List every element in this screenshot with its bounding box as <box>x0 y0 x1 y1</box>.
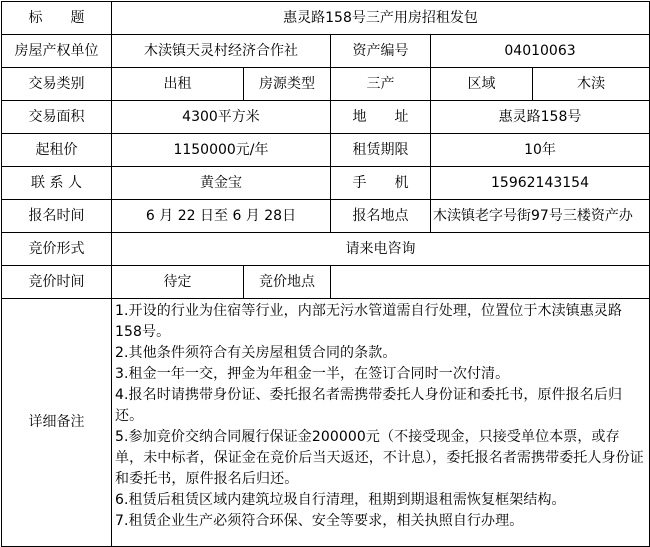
note-line-4: 4.报名时请携带身份证、委托报名者需携带委托人身份证和委托书，原件报名后归还。 <box>115 387 623 424</box>
address-label: 地 址 <box>331 101 431 134</box>
title-value: 惠灵路158号三产用房招租发包 <box>112 2 650 35</box>
lease-term-label: 租赁期限 <box>331 134 431 167</box>
source-type-value: 三产 <box>331 68 431 101</box>
note-line-2: 2.其他条件须符合有关房屋租赁合同的条款。 <box>115 345 397 361</box>
bid-time-value: 待定 <box>112 266 244 299</box>
asset-number-label: 资产编号 <box>331 35 431 68</box>
region-value: 木渎 <box>533 68 650 101</box>
signup-place-label: 报名地点 <box>331 200 431 233</box>
trade-area-label: 交易面积 <box>2 101 112 134</box>
trade-area-value: 4300平方米 <box>112 101 331 134</box>
notes-label: 详细备注 <box>2 299 112 547</box>
start-price-value: 1150000元/年 <box>112 134 331 167</box>
trade-type-value: 出租 <box>112 68 244 101</box>
row-signup <box>2 200 650 233</box>
signup-place-value: 木渎镇老字号街97号三楼资产办 <box>431 200 650 233</box>
row-bid-form <box>2 233 650 266</box>
note-line-1: 1.开设的行业为住宿等行业，内部无污水管道需自行处理，位置位于木渎镇惠灵路158号。 <box>115 303 623 340</box>
phone-value: 15962143154 <box>431 167 650 200</box>
lease-term-value: 10年 <box>431 134 650 167</box>
note-line-6: 6.租赁后租赁区域内建筑垃圾自行清理，租期到期退租需恢复框架结构。 <box>115 492 566 508</box>
notes-content <box>112 299 650 547</box>
note-line-7: 7.租赁企业生产必须符合环保、安全等要求，相关执照自行办理。 <box>115 513 524 529</box>
row-bid-time <box>2 266 650 299</box>
region-label: 区域 <box>431 68 533 101</box>
bid-form-value: 请来电咨询 <box>112 233 650 266</box>
start-price-label: 起租价 <box>2 134 112 167</box>
address-value: 惠灵路158号 <box>431 101 650 134</box>
bid-place-label: 竞价地点 <box>244 266 331 299</box>
row-type <box>2 68 650 101</box>
phone-label: 手 机 <box>331 167 431 200</box>
signup-time-value: 6 月 22 日至 6 月 28日 <box>112 200 331 233</box>
owner-label: 房屋产权单位 <box>2 35 112 68</box>
row-owner <box>2 35 650 68</box>
trade-type-label: 交易类别 <box>2 68 112 101</box>
contact-label: 联 系 人 <box>2 167 112 200</box>
row-title <box>2 2 650 35</box>
owner-value: 木渎镇天灵村经济合作社 <box>112 35 331 68</box>
row-notes <box>2 299 650 547</box>
bid-time-label: 竞价时间 <box>2 266 112 299</box>
row-price <box>2 134 650 167</box>
row-size <box>2 101 650 134</box>
title-label: 标 题 <box>2 2 112 35</box>
signup-time-label: 报名时间 <box>2 200 112 233</box>
bid-place-value <box>331 266 650 299</box>
note-line-3: 3.租金一年一交，押金为年租金一半，在签订合同时一次付清。 <box>115 366 510 382</box>
source-type-label: 房源类型 <box>244 68 331 101</box>
contact-value: 黄金宝 <box>112 167 331 200</box>
note-line-5: 5.参加竞价交纳合同履行保证金200000元（不接受现金，只接受单位本票，或存单，未中标者，保证金在竞价后当天返还，不计息），委托报名者需携带委托人身份证和委托书，原件报名后归还。 <box>115 429 644 487</box>
asset-number-value: 04010063 <box>431 35 650 68</box>
bid-form-label: 竞价形式 <box>2 233 112 266</box>
row-contact <box>2 167 650 200</box>
listing-table <box>1 1 650 547</box>
